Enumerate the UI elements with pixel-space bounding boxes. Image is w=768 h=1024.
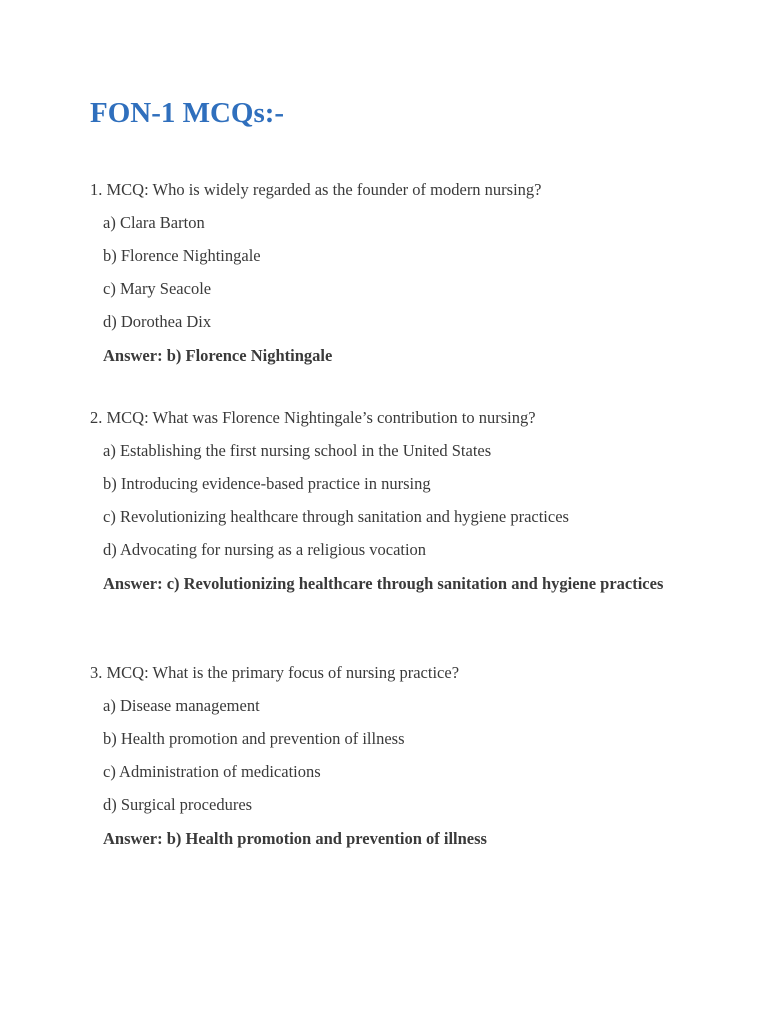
option-b: b) Introducing evidence-based practice in nursing xyxy=(103,474,431,493)
question-block-3 xyxy=(90,661,690,851)
answer-text: Answer: c) Revolutionizing healthcare through sanitation and hygiene practices xyxy=(103,574,664,593)
question-block-2 xyxy=(90,406,690,596)
question-text: 2. MCQ: What was Florence Nightingale’s contribution to nursing? xyxy=(90,408,536,427)
option-d: d) Advocating for nursing as a religious vocation xyxy=(103,540,427,559)
option-d: d) Surgical procedures xyxy=(103,795,253,814)
option-a: a) Disease management xyxy=(103,696,260,715)
answer-text: Answer: b) Health promotion and prevention of illness xyxy=(103,829,487,848)
question-block-1 xyxy=(90,178,690,368)
option-d: d) Dorothea Dix xyxy=(103,312,212,331)
option-c: c) Administration of medications xyxy=(103,762,321,781)
option-a: a) Clara Barton xyxy=(103,213,205,232)
document-title: FON-1 MCQs:- xyxy=(90,97,285,129)
question-text: 3. MCQ: What is the primary focus of nursing practice? xyxy=(90,663,460,682)
question-text: 1. MCQ: Who is widely regarded as the founder of modern nursing? xyxy=(90,180,542,199)
option-a: a) Establishing the first nursing school in the United States xyxy=(103,441,492,460)
option-b: b) Florence Nightingale xyxy=(103,246,261,265)
option-c: c) Mary Seacole xyxy=(103,279,212,298)
option-b: b) Health promotion and prevention of illness xyxy=(103,729,405,748)
option-c: c) Revolutionizing healthcare through sanitation and hygiene practices xyxy=(103,507,569,526)
answer-text: Answer: b) Florence Nightingale xyxy=(103,346,333,365)
